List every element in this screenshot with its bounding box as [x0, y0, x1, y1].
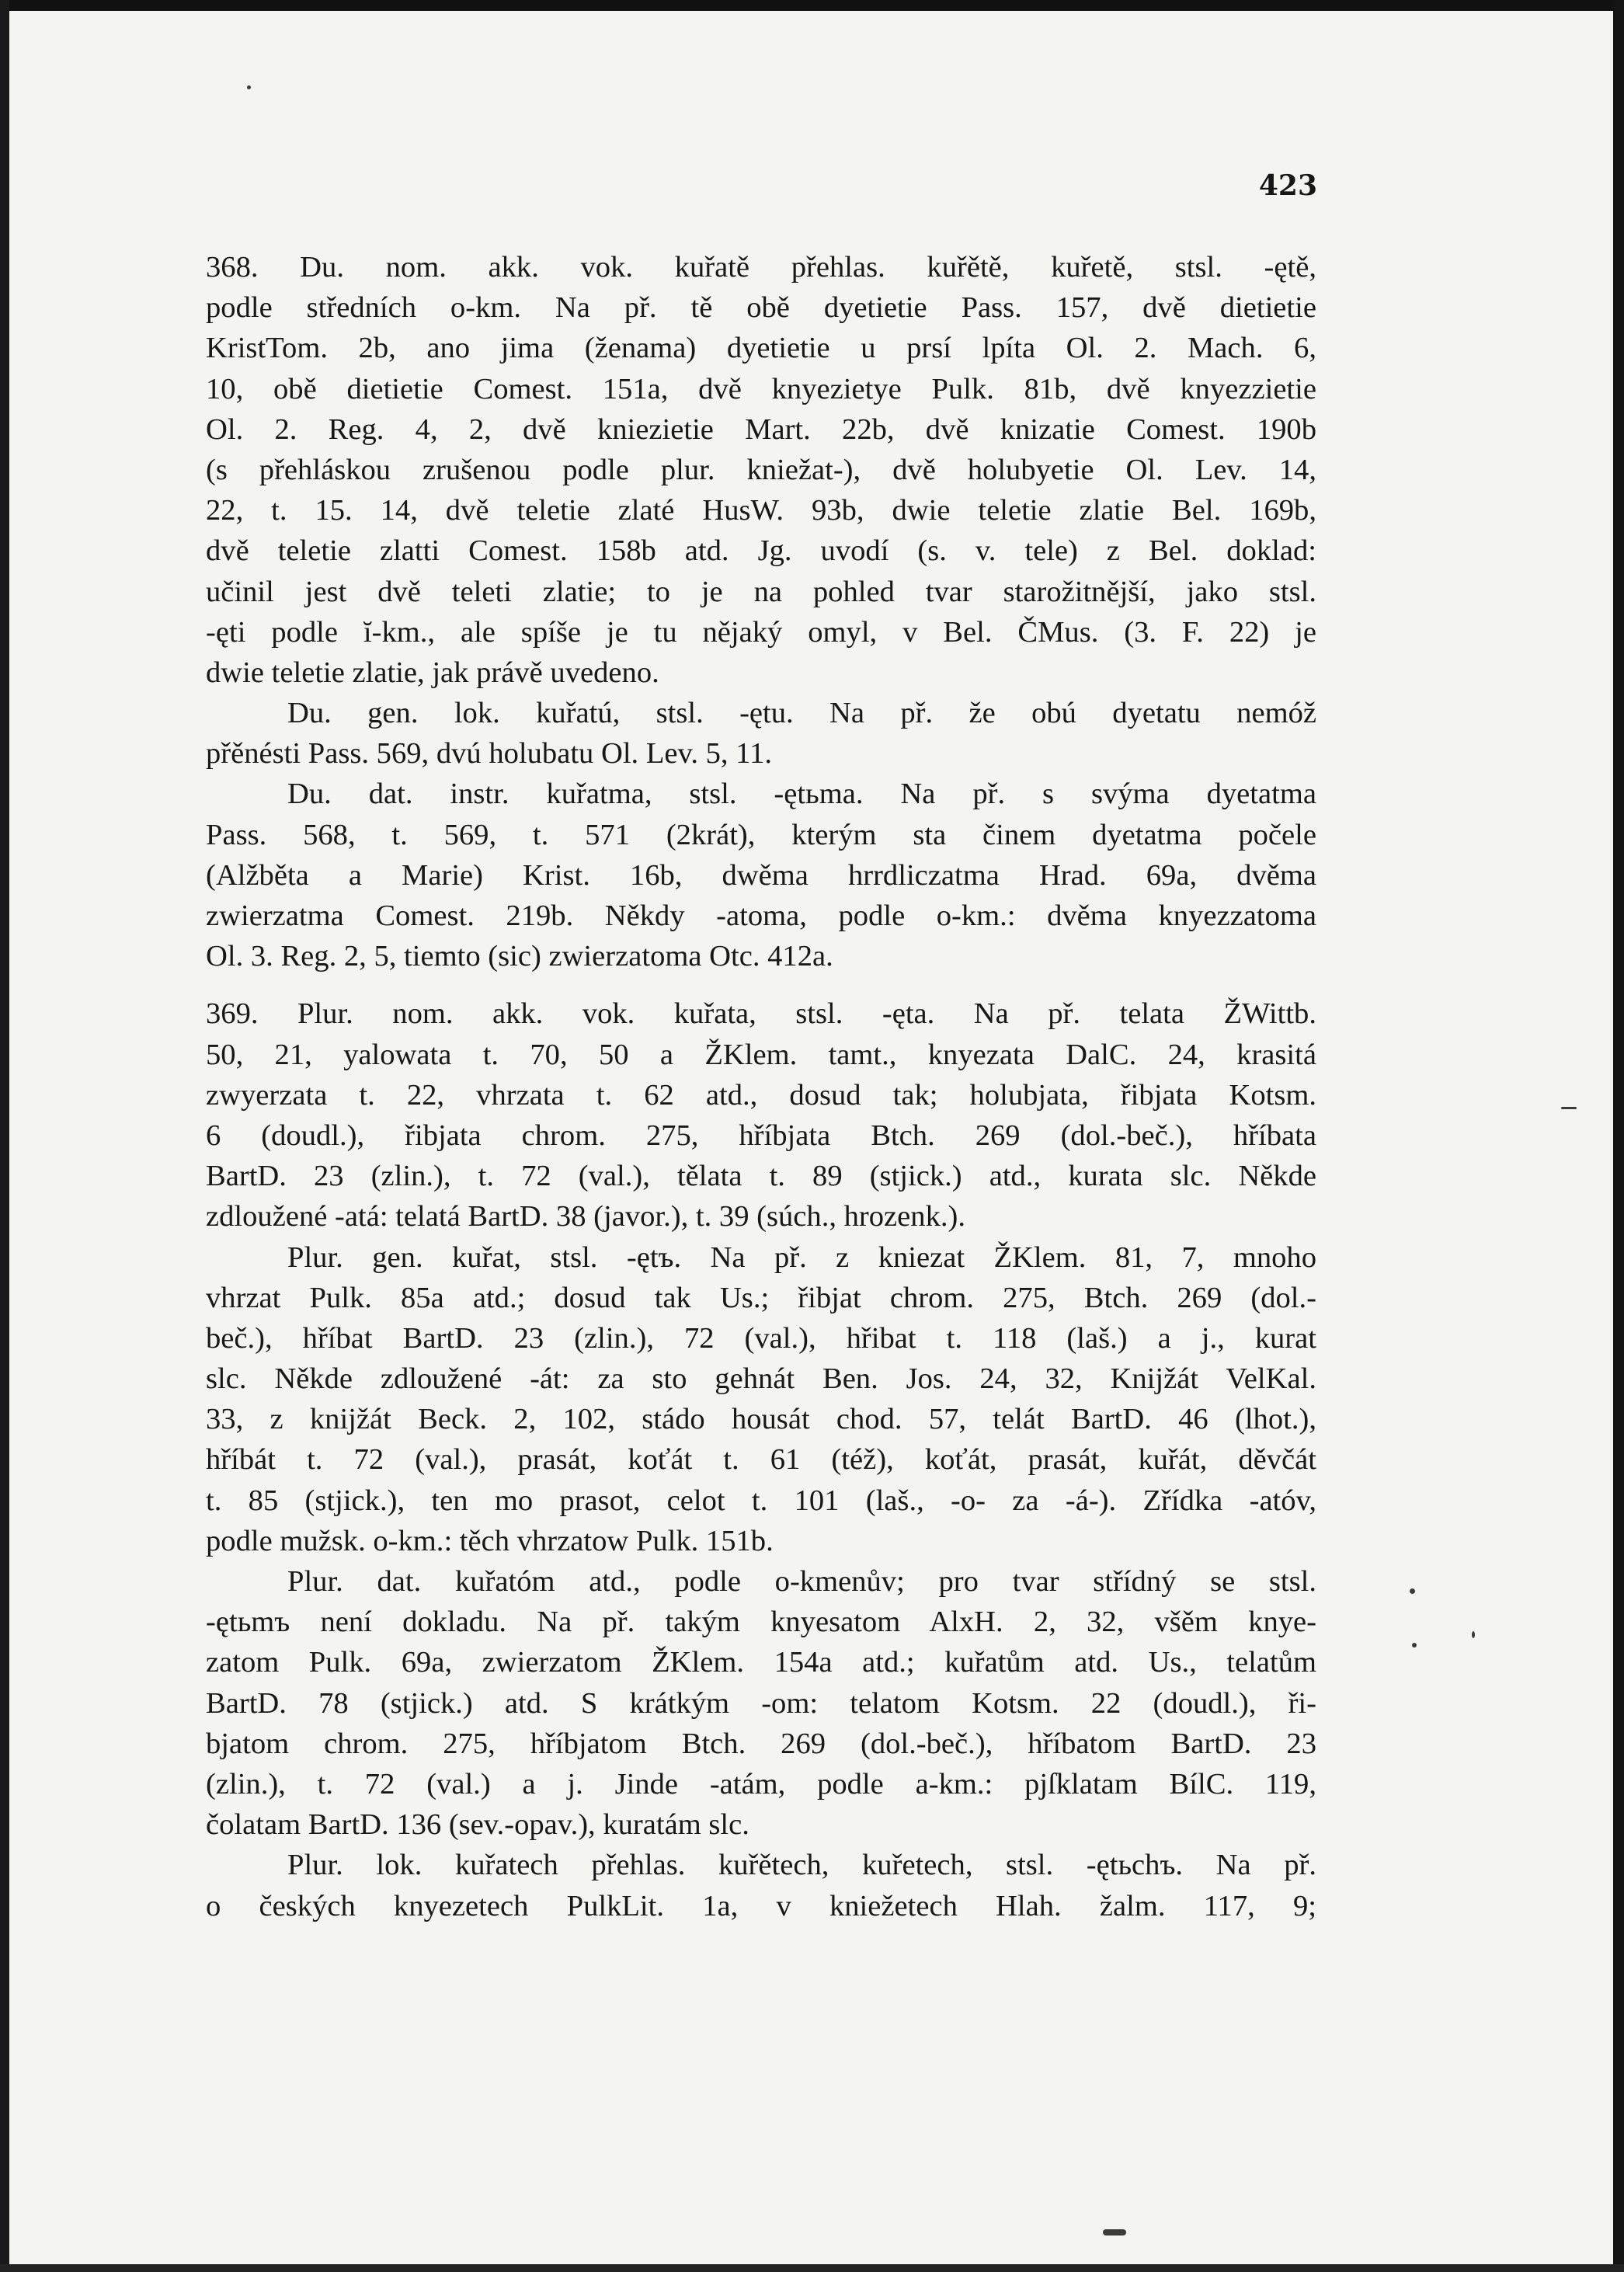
- scan-border-bottom: [0, 2264, 1624, 2272]
- scan-border-right: [1613, 0, 1624, 2272]
- scan-speck: [1410, 1588, 1415, 1594]
- scan-speck: [1561, 1107, 1577, 1109]
- text-line: Ol. 3. Reg. 2, 5, tiemto (sic) zwierzatoma Otc. 412a.: [206, 940, 833, 973]
- page-number: 423: [1258, 169, 1317, 202]
- scan-speck: [1412, 1643, 1417, 1647]
- text-line: 22, t. 15. 14, dvě teletie zlaté HusW. 93b, dwie teletie zlatie Bel. 169b,: [206, 494, 1316, 527]
- text-line: 10, obě dietietie Comest. 151a, dvě knyezietye Pulk. 81b, dvě knyezzietie: [206, 372, 1316, 405]
- text-line: zdloužené -atá: telatá BartD. 38 (javor.), t. 39 (súch., hrozenk.).: [206, 1200, 966, 1233]
- text-line: přěnésti Pass. 569, dvú holubatu Ol. Lev. 5, 11.: [206, 737, 772, 771]
- section-gap: [206, 976, 1316, 993]
- text-line: zatom Pulk. 69a, zwierzatom ŽKlem. 154a atd.; kuřatům atd. Us., telatům: [206, 1646, 1316, 1679]
- text-line: 33, z knijžát Beck. 2, 102, stádo housát chod. 57, telát BartD. 46 (lhot.),: [206, 1403, 1316, 1436]
- text-line: zwyerzata t. 22, vhrzata t. 62 atd., dosud tak; holubjata, řibjata Kotsm.: [206, 1078, 1316, 1112]
- text-line: podle středních o-km. Na př. tě obě dyetietie Pass. 157, dvě dietietie: [206, 291, 1316, 325]
- text-line: bjatom chrom. 275, hříbjatom Btch. 269 (dol.-beč.), hříbatom BartD. 23: [206, 1727, 1316, 1760]
- text-line: učinil jest dvě teleti zlatie; to je na pohled tvar starožitnější, jako stsl.: [206, 575, 1316, 608]
- text-line: Pass. 568, t. 569, t. 571 (2krát), kterým sta činem dyetatma počele: [206, 818, 1316, 851]
- text-line: hříbát t. 72 (val.), prasát, koťát t. 61 (též), koťát, prasát, kuřát, děvčát: [206, 1443, 1316, 1477]
- text-line: Plur. lok. kuřatech přehlas. kuřětech, kuřetech, stsl. -ętьchъ. Na př.: [287, 1849, 1316, 1882]
- text-line: slc. Někde zdloužené -át: za sto gehnát Ben. Jos. 24, 32, Knijžát VelKal.: [206, 1362, 1316, 1396]
- text-line: -ętьmъ není dokladu. Na př. takým knyesatom AlxH. 2, 32, všěm knye-: [206, 1606, 1316, 1639]
- text-line: 368. Du. nom. akk. vok. kuřatě přehlas. kuřětě, kuřetě, stsl. -ętě,: [206, 251, 1316, 284]
- text-line: o českých knyezetech PulkLit. 1a, v kniežetech Hlah. žalm. 117, 9;: [206, 1889, 1316, 1922]
- text-line: (zlin.), t. 72 (val.) a j. Jinde -atám, podle a-km.: pjſklatam BílC. 119,: [206, 1767, 1316, 1801]
- text-line: KristTom. 2b, ano jima (ženama) dyetietie u prsí lpíta Ol. 2. Mach. 6,: [206, 332, 1316, 365]
- text-line: t. 85 (stjick.), ten mo prasot, celot t. 101 (laš., -o- za -á-). Zřídka -atóv,: [206, 1484, 1316, 1517]
- scan-speck: [1472, 1631, 1475, 1638]
- text-line: Ol. 2. Reg. 4, 2, dvě kniezietie Mart. 22b, dvě knizatie Comest. 190b: [206, 412, 1316, 446]
- body-text: [206, 247, 1316, 1926]
- text-line: čolatam BartD. 136 (sev.-opav.), kuratám slc.: [206, 1808, 749, 1842]
- text-line: (s přehláskou zrušenou podle plur. kniežat-), dvě holubyetie Ol. Lev. 14,: [206, 453, 1316, 486]
- text-line: Plur. gen. kuřat, stsl. -ętъ. Na př. z kniezat ŽKlem. 81, 7, mnoho: [287, 1240, 1316, 1274]
- text-line: -ęti podle ĭ-km., ale spíše je tu nějaký omyl, v Bel. ČMus. (3. F. 22) je: [206, 615, 1316, 649]
- text-line: (Alžběta a Marie) Krist. 16b, dwěma hrrdliczatma Hrad. 69a, dvěma: [206, 858, 1316, 892]
- text-line: BartD. 78 (stjick.) atd. S krátkým -om: telatom Kotsm. 22 (doudl.), ři-: [206, 1686, 1316, 1720]
- text-line: zwierzatma Comest. 219b. Někdy -atoma, podle o-km.: dvěma knyezzatoma: [206, 899, 1316, 932]
- text-line: dvě teletie zlatti Comest. 158b atd. Jg. uvodí (s. v. tele) z Bel. doklad:: [206, 534, 1316, 568]
- text-line: Du. gen. lok. kuřatú, stsl. -ętu. Na př. že obú dyetatu nemóž: [287, 697, 1316, 730]
- text-line: 50, 21, yalowata t. 70, 50 a ŽKlem. tamt., knyezata DalC. 24, krasitá: [206, 1038, 1316, 1071]
- scan-speck: [1103, 2229, 1126, 2235]
- scan-speck: [247, 85, 251, 89]
- text-line: vhrzat Pulk. 85a atd.; dosud tak Us.; řibjat chrom. 275, Btch. 269 (dol.-: [206, 1281, 1316, 1314]
- scan-border-top: [0, 0, 1624, 11]
- text-line: 6 (doudl.), řibjata chrom. 275, hříbjata Btch. 269 (dol.-beč.), hříbata: [206, 1119, 1316, 1152]
- scan-border-left: [0, 0, 9, 2272]
- text-line: BartD. 23 (zlin.), t. 72 (val.), tělata t. 89 (stjick.) atd., kurata slc. Někde: [206, 1160, 1316, 1193]
- text-line: Du. dat. instr. kuřatma, stsl. -ętьma. Na př. s svýma dyetatma: [287, 778, 1316, 811]
- text-line: dwie teletie zlatie, jak právě uvedeno.: [206, 656, 659, 689]
- text-line: beč.), hříbat BartD. 23 (zlin.), 72 (val.), hřibat t. 118 (laš.) a j., kurat: [206, 1321, 1316, 1355]
- text-line: 369. Plur. nom. akk. vok. kuřata, stsl. -ęta. Na př. telata ŽWittb.: [206, 997, 1316, 1031]
- text-line: Plur. dat. kuřatóm atd., podle o-kmenův; pro tvar střídný se stsl.: [287, 1565, 1316, 1598]
- text-line: podle mužsk. o-km.: těch vhrzatow Pulk. 151b.: [206, 1524, 774, 1557]
